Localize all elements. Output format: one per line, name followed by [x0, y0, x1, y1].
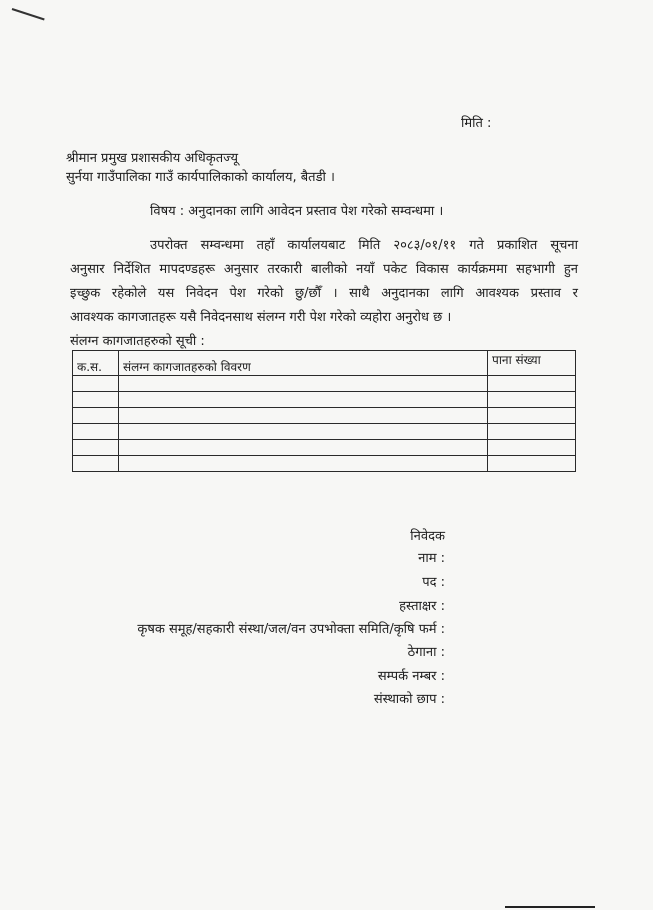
body-line: अनुसार निर्देशित मापदण्डहरू अनुसार तरकारी बालीको नयाँ पकेट विकास कार्यक्रममा सहभागी हुन [70, 262, 578, 277]
cell-serial [73, 440, 119, 456]
pen-mark [12, 8, 45, 20]
contact-number-label: सम्पर्क नम्बर : [377, 669, 445, 684]
body-line: इच्छुक रहेकोले यस निवेदन पेश गरेको छु/छौँ । साथै अनुदानका लागि आवश्यक प्रस्ताव र [70, 286, 578, 301]
cell-page-count [488, 440, 576, 456]
applicant-label: निवेदक [410, 529, 445, 544]
header-description: संलग्न कागजातहरुको विवरण [119, 351, 488, 376]
name-label: नाम : [418, 551, 445, 566]
cell-description [119, 424, 488, 440]
cell-description [119, 392, 488, 408]
cell-description [119, 440, 488, 456]
cell-description [119, 408, 488, 424]
attachments-table [72, 350, 576, 472]
cell-description [119, 376, 488, 392]
table-row [73, 440, 576, 456]
cell-page-count [488, 408, 576, 424]
table-row [73, 456, 576, 472]
attachments-title: संलग्न कागजातहरुको सूची : [70, 334, 205, 349]
cell-serial [73, 408, 119, 424]
page-edge-mark [505, 906, 595, 908]
body-paragraph [70, 234, 578, 330]
date-label: मिति : [461, 116, 492, 131]
subject-line: विषय : अनुदानका लागि आवेदन प्रस्ताव पेश गरेको सम्वन्धमा । [150, 204, 444, 219]
addressee-line-2: सुर्नया गाउँपालिका गाउँ कार्यपालिकाको कार्यालय, बैतडी । [66, 170, 335, 185]
cell-page-count [488, 392, 576, 408]
table-row [73, 424, 576, 440]
cell-serial [73, 376, 119, 392]
cell-page-count [488, 376, 576, 392]
table-row [73, 408, 576, 424]
post-label: पद : [422, 575, 445, 590]
signature-label: हस्ताक्षर : [399, 599, 445, 614]
address-label: ठेगाना : [407, 645, 445, 660]
table-row [73, 392, 576, 408]
table-header-row [73, 351, 576, 376]
body-line: उपरोक्त सम्वन्धमा तहाँ कार्यालयबाट मिति २०८३/०१/११ गते प्रकाशित सूचना [150, 238, 578, 253]
cell-serial [73, 392, 119, 408]
organization-label: कृषक समूह/सहकारी संस्था/जल/वन उपभोक्ता समिति/कृषि फर्म : [137, 622, 445, 637]
addressee-line-1: श्रीमान प्रमुख प्रशासकीय अधिकृतज्यू [66, 151, 239, 166]
cell-page-count [488, 424, 576, 440]
cell-description [119, 456, 488, 472]
table-row [73, 376, 576, 392]
cell-serial [73, 456, 119, 472]
header-serial: क.स. [73, 351, 119, 376]
header-page-count: पाना संख्या [488, 351, 576, 376]
cell-serial [73, 424, 119, 440]
cell-page-count [488, 456, 576, 472]
stamp-label: संस्थाको छाप : [373, 692, 445, 707]
body-line: आवश्यक कागजातहरू यसै निवेदनसाथ संलग्न गरी पेश गरेको व्यहोरा अनुरोध छ । [70, 310, 452, 325]
